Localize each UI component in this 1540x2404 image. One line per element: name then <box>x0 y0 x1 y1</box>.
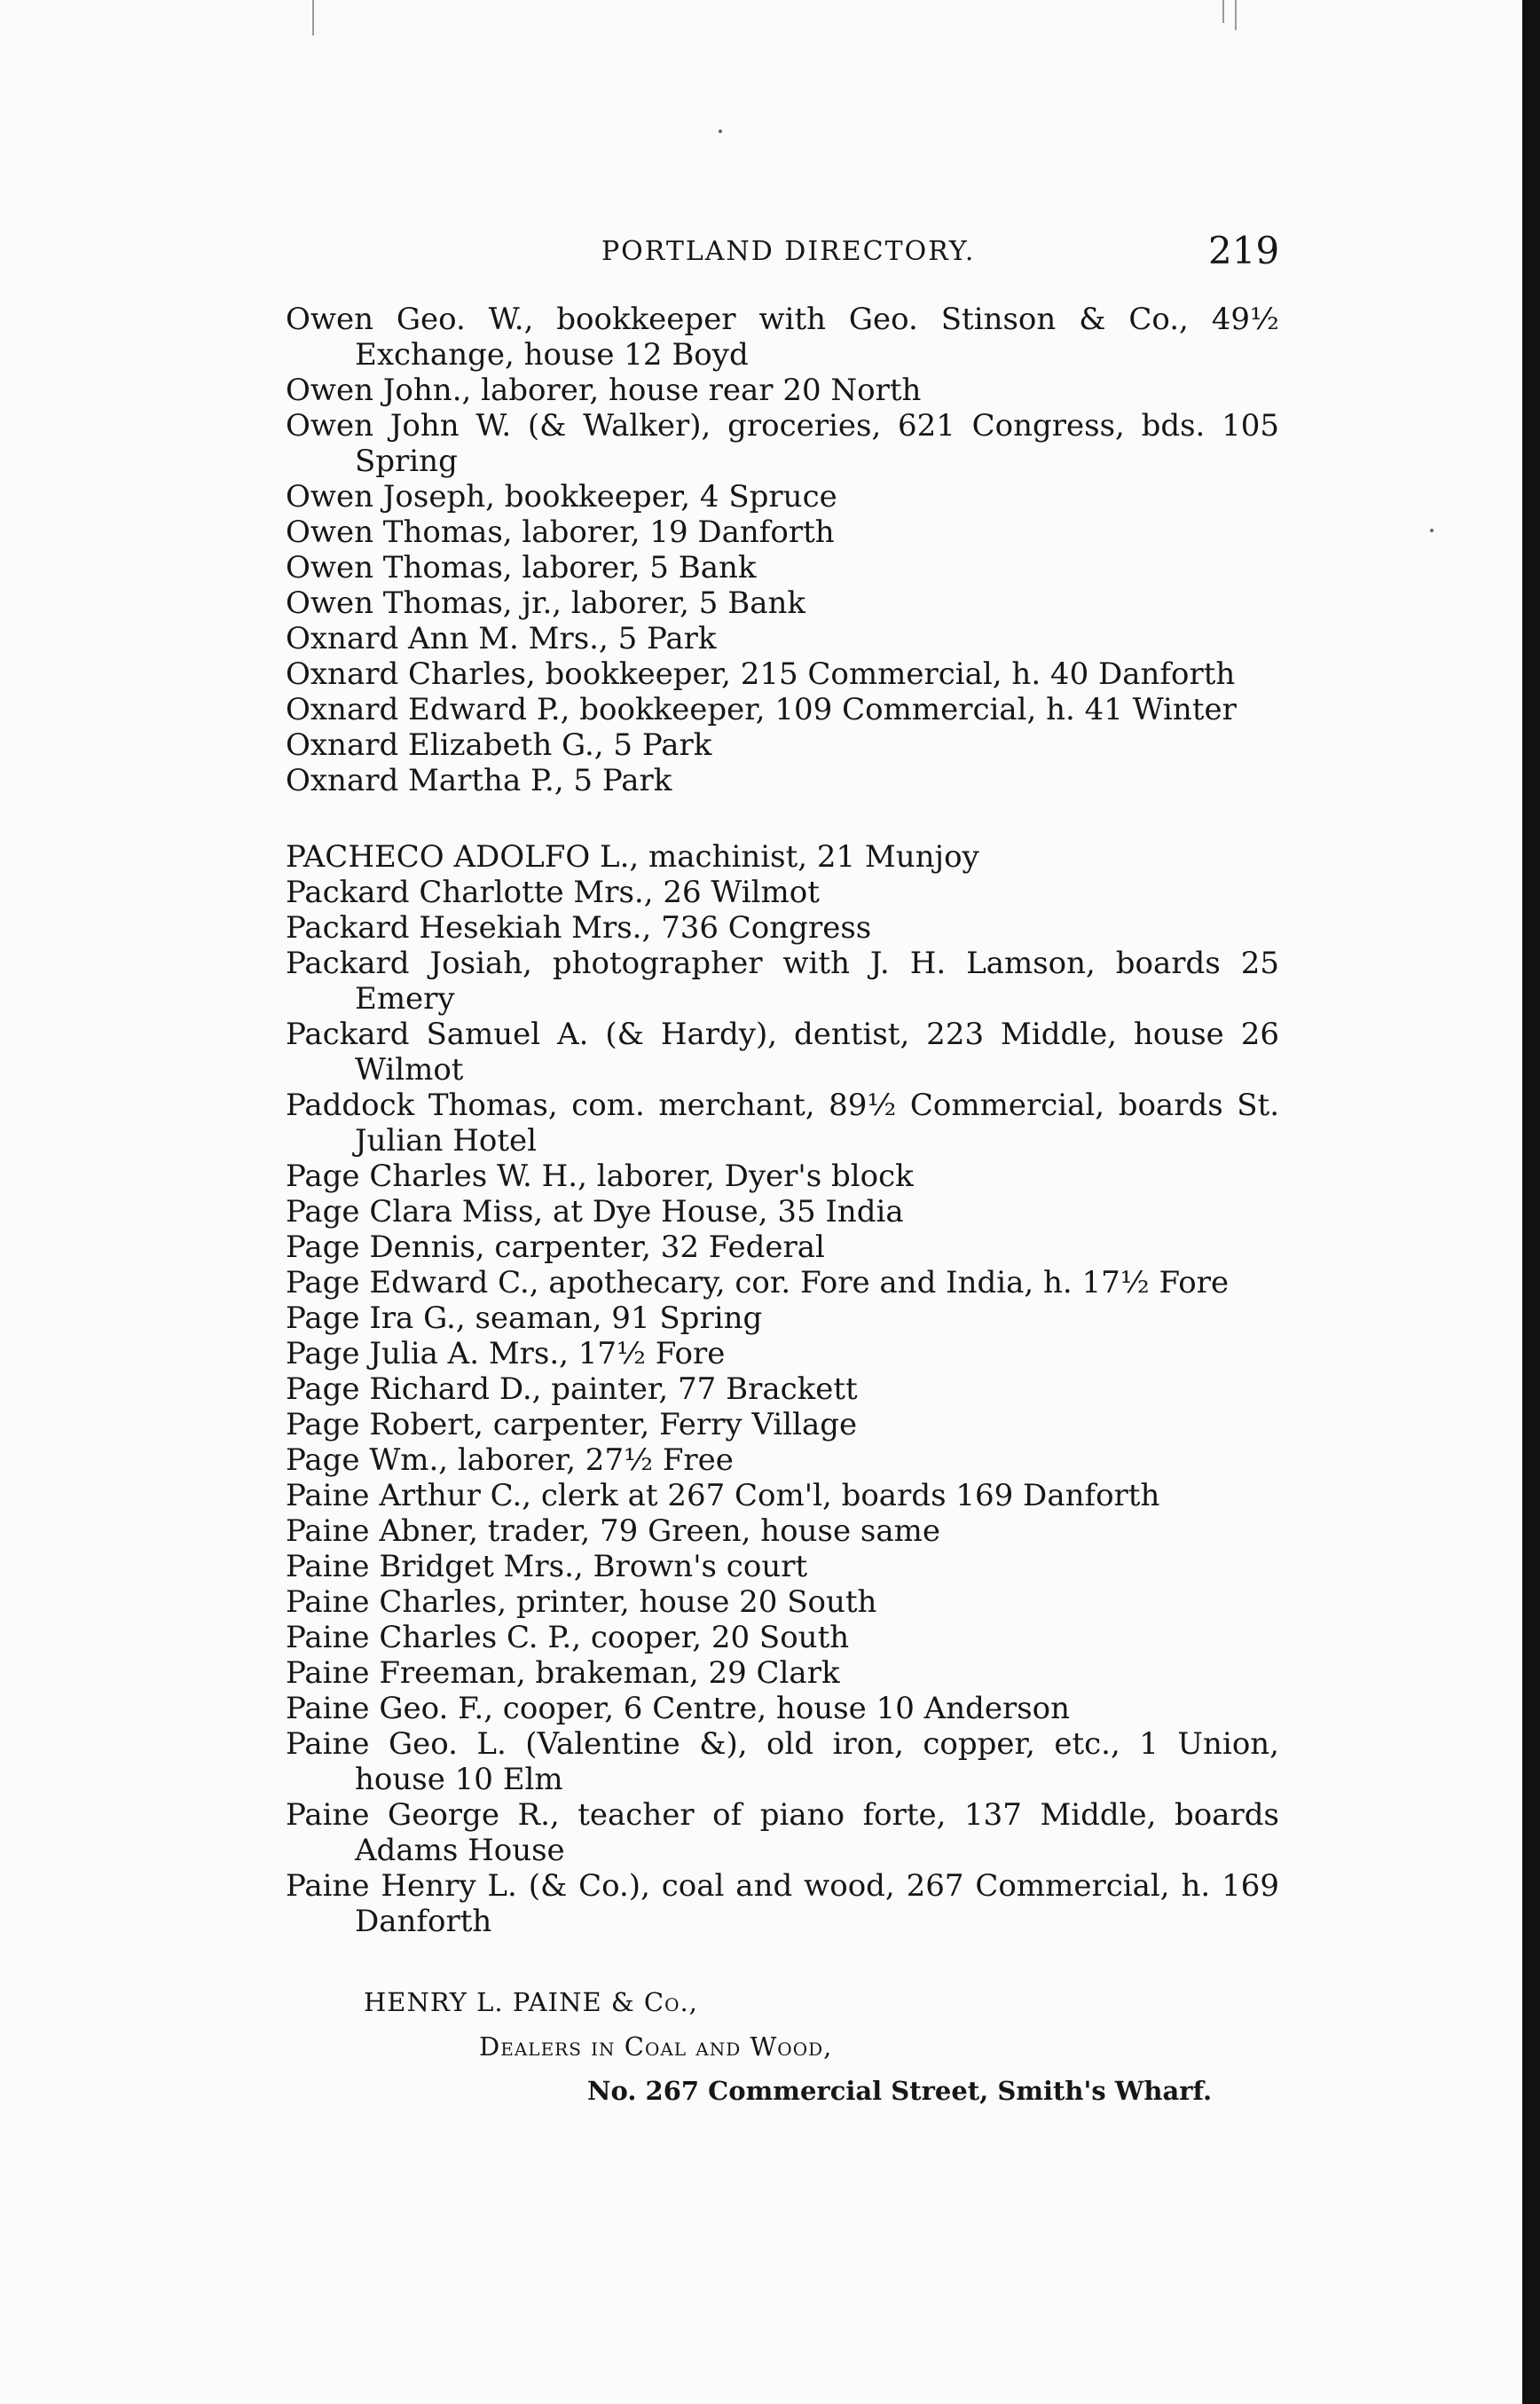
entry: Oxnard Edward P., bookkeeper, 109 Commercial, h. 41 Winter <box>286 692 1237 727</box>
entry: Oxnard Martha P., 5 Park <box>286 763 672 798</box>
entry: Owen John., laborer, house rear 20 North <box>286 373 922 408</box>
entry: Oxnard Charles, bookkeeper, 215 Commercial, h. 40 Danforth <box>286 656 1236 692</box>
entry: PACHECO ADOLFO L., machinist, 21 Munjoy <box>286 839 979 875</box>
directory-entries <box>286 302 1279 1939</box>
entry: Paine Abner, trader, 79 Green, house same <box>286 1513 940 1549</box>
entry: Packard Samuel A. (& Hardy), dentist, 223 Middle, house 26 Wilmot <box>286 1017 1279 1088</box>
entry: Packard Hesekiah Mrs., 736 Congress <box>286 910 872 946</box>
entry: Paine Henry L. (& Co.), coal and wood, 267 Commercial, h. 169 Danforth <box>286 1868 1279 1939</box>
entry: Packard Josiah, photographer with J. H. Lamson, boards 25 Emery <box>286 946 1279 1017</box>
advertiser-trade: Dealers in Coal and Wood, <box>479 2031 833 2062</box>
entry: Paine Geo. F., cooper, 6 Centre, house 10 Anderson <box>286 1691 1071 1726</box>
entry: Paine George R., teacher of piano forte, 137 Middle, boards Adams House <box>286 1797 1279 1868</box>
entry: Owen Geo. W., bookkeeper with Geo. Stinson & Co., 49½ Exchange, house 12 Boyd <box>286 302 1279 373</box>
entry: Page Clara Miss, at Dye House, 35 India <box>286 1194 904 1229</box>
entry: Page Charles W. H., laborer, Dyer's block <box>286 1159 914 1194</box>
page-header <box>0 229 1540 282</box>
scan-mark <box>312 0 314 35</box>
scan-speck <box>1430 529 1434 532</box>
entry: Owen Joseph, bookkeeper, 4 Spruce <box>286 479 837 515</box>
entry: Owen Thomas, laborer, 5 Bank <box>286 550 757 585</box>
scan-mark <box>1235 0 1237 30</box>
entry: Paine Charles C. P., cooper, 20 South <box>286 1620 850 1655</box>
scan-mark <box>1222 0 1224 23</box>
running-title: PORTLAND DIRECTORY. <box>601 236 976 267</box>
scan-speck <box>719 130 722 133</box>
entry: Page Wm., laborer, 27½ Free <box>286 1442 734 1478</box>
entry: Page Edward C., apothecary, cor. Fore and India, h. 17½ Fore <box>286 1265 1230 1300</box>
entry: Paddock Thomas, com. merchant, 89½ Commercial, boards St. Julian Hotel <box>286 1088 1279 1159</box>
section-gap <box>286 798 1279 839</box>
entry: Page Julia A. Mrs., 17½ Fore <box>286 1336 726 1371</box>
entry: Packard Charlotte Mrs., 26 Wilmot <box>286 875 820 910</box>
entry: Owen Thomas, jr., laborer, 5 Bank <box>286 585 805 621</box>
entry: Page Richard D., painter, 77 Brackett <box>286 1371 858 1407</box>
entry: Page Robert, carpenter, Ferry Village <box>286 1407 858 1442</box>
entry: Paine Arthur C., clerk at 267 Com'l, boards 169 Danforth <box>286 1478 1160 1513</box>
entry: Paine Freeman, brakeman, 29 Clark <box>286 1655 840 1691</box>
advertiser-name: HENRY L. PAINE & Co., <box>364 1987 698 2017</box>
entry: Oxnard Ann M. Mrs., 5 Park <box>286 621 717 656</box>
entry: Page Dennis, carpenter, 32 Federal <box>286 1229 825 1265</box>
scan-edge <box>1522 0 1540 2404</box>
entry: Page Ira G., seaman, 91 Spring <box>286 1300 763 1336</box>
entry: Paine Geo. L. (Valentine &), old iron, copper, etc., 1 Union, house 10 Elm <box>286 1726 1279 1797</box>
entry: Owen Thomas, laborer, 19 Danforth <box>286 515 835 550</box>
entry: Oxnard Elizabeth G., 5 Park <box>286 727 712 763</box>
entry: Paine Charles, printer, house 20 South <box>286 1584 877 1620</box>
advertiser-address: No. 267 Commercial Street, Smith's Wharf. <box>587 2076 1213 2106</box>
page-number: 219 <box>1208 229 1280 272</box>
entry: Paine Bridget Mrs., Brown's court <box>286 1549 808 1584</box>
entry: Owen John W. (& Walker), groceries, 621 Congress, bds. 105 Spring <box>286 408 1279 479</box>
